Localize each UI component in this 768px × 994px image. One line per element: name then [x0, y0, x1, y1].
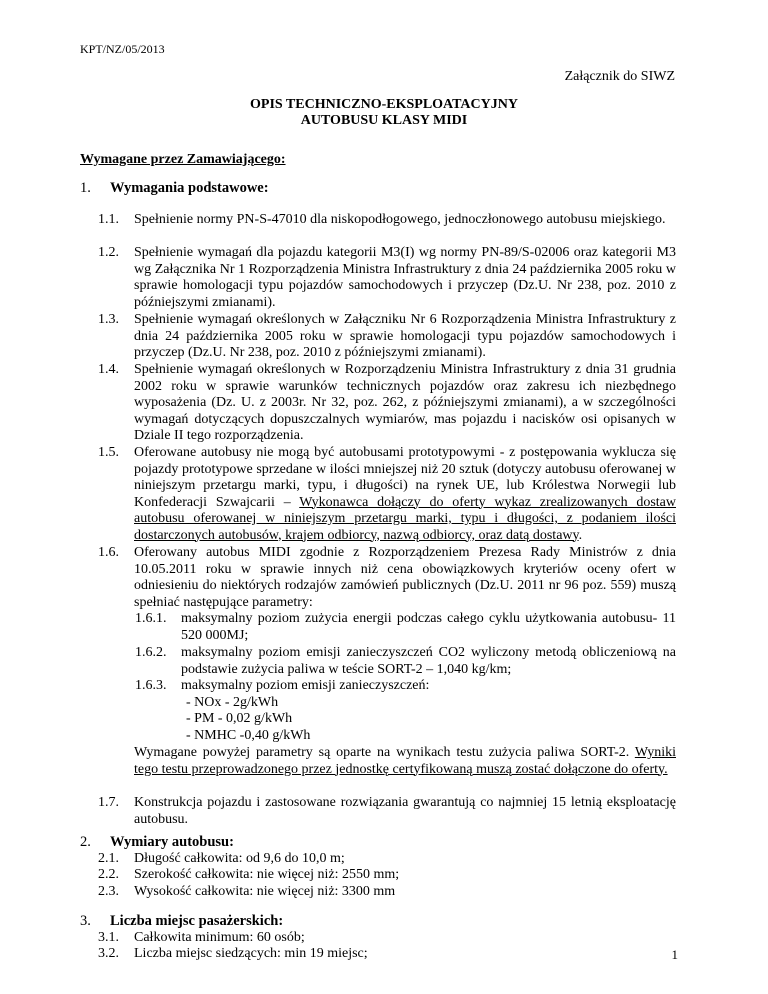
- item-number: 1.7.: [98, 795, 119, 810]
- list-item: [98, 312, 676, 362]
- item-number: 2.1.: [98, 851, 119, 866]
- list-item: [98, 867, 676, 884]
- note-text: Wymagane powyżej parametry są oparte na wynikach testu zużycia paliwa SORT-2.: [134, 745, 635, 760]
- item-text: Całkowita minimum: 60 osób;: [134, 930, 305, 945]
- item-number: 3.1.: [98, 930, 119, 945]
- item-number: 3.2.: [98, 946, 119, 961]
- item-text: Szerokość całkowita: nie więcej niż: 2550 mm;: [134, 867, 400, 882]
- item-number: 1.4.: [98, 362, 119, 377]
- list-item: [98, 362, 676, 445]
- item-text: Spełnienie wymagań określonych w Załączniku Nr 6 Rozporządzenia Ministra Infrastruktury z dnia 24 października 2005 roku w sprawie homologacji typu pojazdów samochodowych i przyczep (Dz.U. Nr 238, poz. 2010 z późniejszymi zmianami).: [134, 312, 676, 360]
- item-text: Spełnienie wymagań określonych w Rozporządzeniu Ministra Infrastruktury z dnia 31 grudnia 2002 roku w sprawie warunków technicznych pojazdów oraz zakresu ich niezbędnego wyposażenia (Dz. U. z 2003r. Nr 32, poz. 262, z późniejszymi zmianami), a w szczególności wymagań dotyczących dopuszczalnych wymiarów, mas pojazdu i nacisków osi opisanych w Dziale II tego rozporządzenia.: [134, 362, 676, 443]
- section-1-heading: [80, 180, 269, 197]
- item-number: 1.6.: [98, 545, 119, 560]
- list-item: [98, 884, 676, 901]
- item-text: [134, 445, 676, 544]
- section-number: 1.: [80, 180, 91, 196]
- item-text: Spełnienie wymagań dla pojazdu kategorii M3(I) wg normy PN-89/S-02006 oraz kategorii M3 wg Załącznika Nr 1 Rozporządzenia Ministra Infrastruktury z dnia 24 października 2005 roku w sprawie homologacji typu pojazdów samochodowych i przyczep (Dz.U. Nr 238, poz. 2010 z późniejszymi zmianami).: [134, 245, 676, 310]
- emission-pm: - PM - 0,02 g/kWh: [186, 711, 293, 726]
- item-number: 1.2.: [98, 245, 119, 260]
- item-number: 2.2.: [98, 867, 119, 882]
- document-title: [0, 97, 768, 129]
- sub-item-text: maksymalny poziom zużycia energii podczas całego cyklu użytkowania autobusu- 11 520 000MJ;: [181, 611, 676, 643]
- item-text: Liczba miejsc siedzących: min 19 miejsc;: [134, 946, 368, 961]
- annex-label: Załącznik do SIWZ: [564, 69, 675, 84]
- sub-item-text: maksymalny poziom emisji zanieczyszczeń:: [181, 678, 430, 693]
- list-item: [98, 212, 676, 229]
- emission-nmhc: - NMHC -0,40 g/kWh: [186, 728, 311, 743]
- list-item: [98, 851, 676, 868]
- section-label: Wymagania podstawowe:: [110, 180, 269, 196]
- item-text: Oferowany autobus MIDI zgodnie z Rozporządzeniem Prezesa Rady Ministrów z dnia 10.05.2011 roku w sprawie innych niż cena obowiązkowych kryteriów oceny ofert w odniesieniu do niektórych rodzajów zamówień publicznych (Dz.U. 2011 nr 96 poz. 559) muszą spełniać następujące parametry:: [134, 545, 676, 610]
- document-code: KPT/NZ/05/2013: [80, 42, 165, 56]
- item-number: 1.3.: [98, 312, 119, 327]
- item-text-tail: .: [578, 527, 583, 543]
- sub-item: [135, 678, 676, 695]
- item-text-plain: Oferowane autobusy nie mogą być autobusami prototypowymi - z postępowania wyklucza się pojazdy prototypowe sprzedane w ilości mniejszej niż 20 sztuk (dotyczy autobusu oferowanej w niniejszym przetargu marki, typu, i długości) na rynek UE, lub Królestwa Norwegii lub Konfederacji Szwajcarii –: [134, 445, 676, 510]
- item-text: Długość całkowita: od 9,6 do 10,0 m;: [134, 851, 345, 866]
- section-3-heading: [80, 913, 283, 930]
- sub-item-number: 1.6.3.: [135, 678, 167, 693]
- title-line-1: OPIS TECHNICZNO-EKSPLOATACYJNY: [250, 97, 518, 112]
- list-item: [98, 795, 676, 828]
- emission-nox: - NOx - 2g/kWh: [186, 695, 279, 710]
- section-number: 3.: [80, 913, 91, 929]
- sub-item: [135, 645, 676, 678]
- page-number: 1: [671, 947, 678, 962]
- item-text: Wysokość całkowita: nie więcej niż: 3300 mm: [134, 884, 396, 899]
- list-item: [98, 545, 676, 611]
- item-text: Spełnienie normy PN-S-47010 dla niskopodłogowego, jednoczłonowego autobusu miejskiego.: [134, 212, 666, 227]
- note-underlined: Wyniki tego testu przeprowadzonego przez jednostkę certyfikowaną muszą zostać dołączone do oferty.: [134, 745, 676, 777]
- sub-item: [135, 611, 676, 644]
- item-number: 2.3.: [98, 884, 119, 899]
- item-text-underlined: Wykonawca dołączy do oferty wykaz zrealizowanych dostaw autobusu oferowanej w niniejszym przetargu marki, typu i długości, z podaniem ilości dostarczonych autobusów, krajem odbiorcy, nazwą odbiorcy, oraz datą dostawy: [134, 494, 676, 543]
- sub-item-number: 1.6.2.: [135, 645, 167, 660]
- section-label: Liczba miejsc pasażerskich:: [110, 913, 284, 929]
- item-number: 1.5.: [98, 445, 119, 460]
- sub-item-text: maksymalny poziom emisji zanieczyszczeń CO2 wyliczony metodą obliczeniową na podstawie zużycia paliwa w teście SORT-2 – 1,040 kg/km;: [181, 645, 676, 677]
- list-item: [98, 946, 676, 963]
- required-heading: Wymagane przez Zamawiającego:: [80, 152, 286, 167]
- list-item: [98, 445, 676, 544]
- title-line-2: AUTOBUSU KLASY MIDI: [300, 113, 468, 128]
- section-label: Wymiary autobusu:: [110, 834, 234, 850]
- section-2-heading: [80, 834, 234, 851]
- sub-item-number: 1.6.1.: [135, 611, 167, 626]
- list-item: [98, 245, 676, 311]
- item-text: Konstrukcja pojazdu i zastosowane rozwiązania gwarantują co najmniej 15 letnią eksploatację autobusu.: [134, 795, 676, 827]
- item-number: 1.1.: [98, 212, 119, 227]
- section-number: 2.: [80, 834, 91, 850]
- parameters-note: [98, 745, 676, 778]
- list-item: [98, 930, 676, 947]
